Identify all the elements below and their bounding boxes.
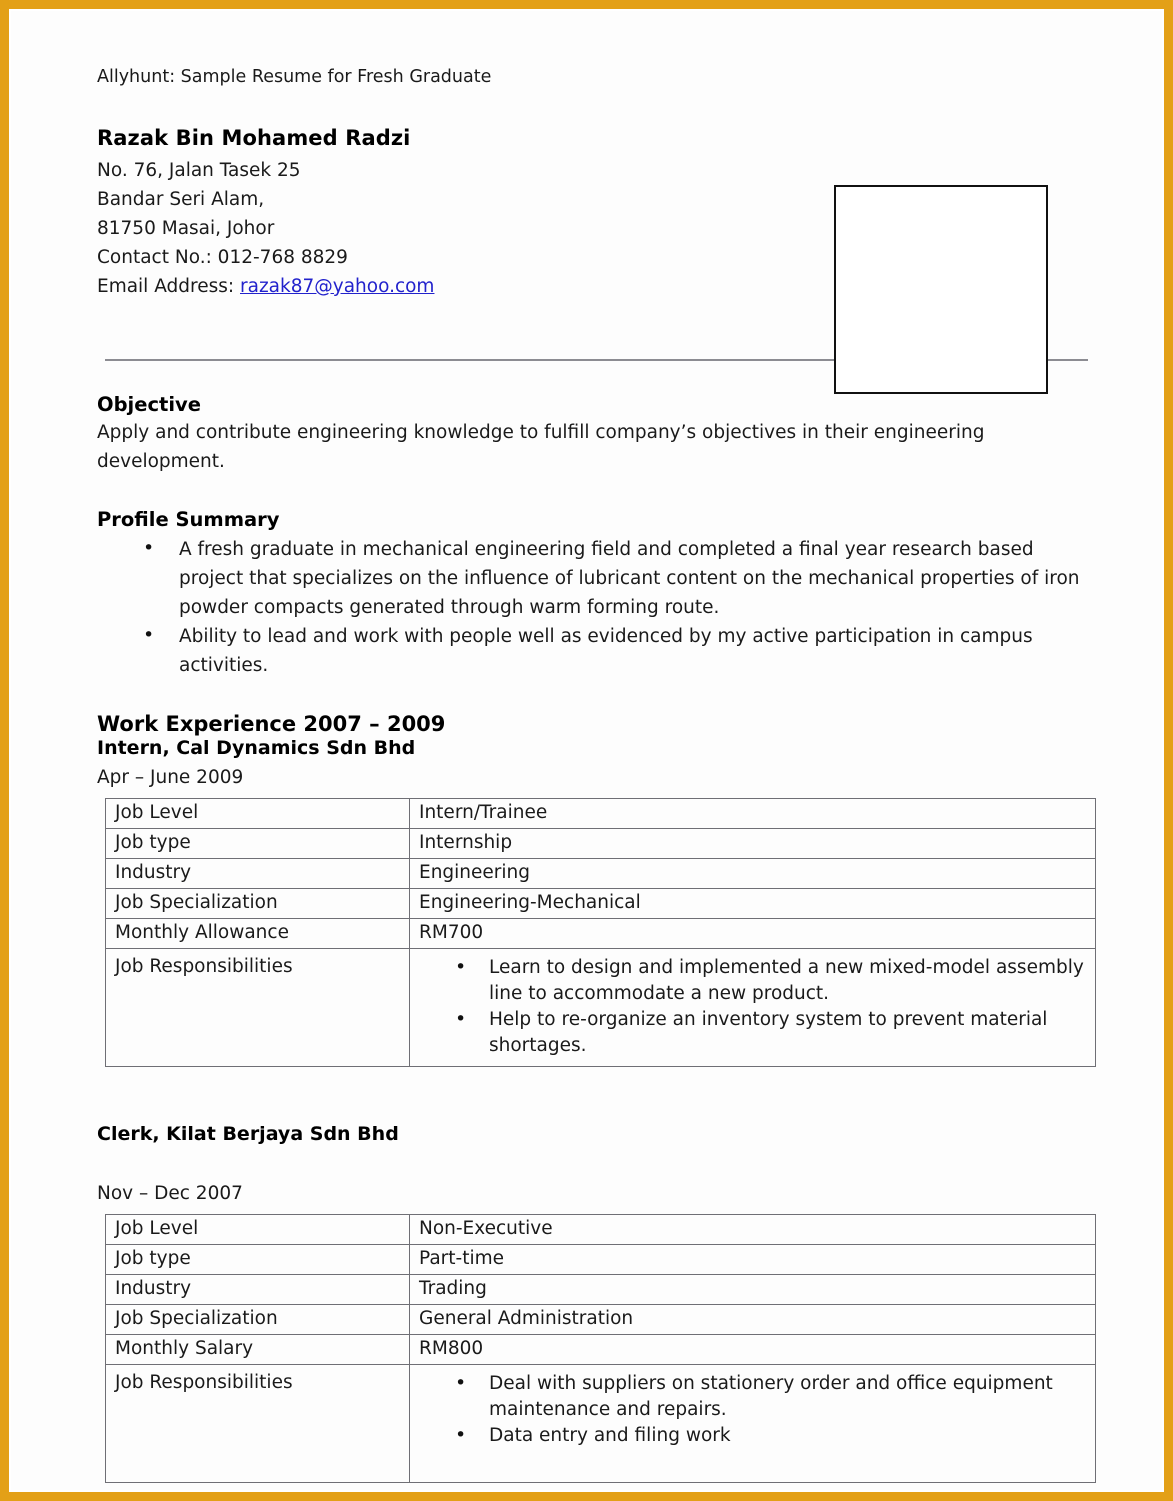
photo-placeholder-box [834,185,1048,394]
work-experience-section [97,712,1088,1483]
row-label: Job Responsibilities [106,949,410,1067]
table-row-responsibilities [106,1365,1096,1483]
contact-number: Contact No.: 012-768 8829 [97,247,348,268]
profile-summary-section [97,508,1088,680]
page-sheet [9,9,1164,1492]
row-label: Job Responsibilities [106,1365,410,1483]
row-value: Intern/Trainee [410,799,1096,829]
candidate-name: Razak Bin Mohamed Radzi [97,126,411,150]
row-value [410,1365,1096,1483]
row-value: Internship [410,829,1096,859]
row-value: RM800 [410,1335,1096,1365]
row-label: Monthly Allowance [106,919,410,949]
objective-text: Apply and contribute engineering knowledge to fulfill company’s objectives in their engineering development. [97,422,985,472]
table-row [106,889,1096,919]
job-dates: Nov – Dec 2007 [97,1183,243,1204]
table-row [106,1215,1096,1245]
table-row [106,1275,1096,1305]
list-item: • Ability to lead and work with people well as evidenced by my active participation in campus activities. [97,622,1088,680]
address-line-3: 81750 Masai, Johor [97,218,275,239]
profile-summary-title: Profile Summary [97,508,280,531]
job-title: Intern, Cal Dynamics Sdn Bhd [97,737,416,759]
row-label: Job type [106,1245,410,1275]
job-spacer [97,1145,1088,1175]
row-value: Non-Executive [410,1215,1096,1245]
address-line-1: No. 76, Jalan Tasek 25 [97,160,301,181]
list-item: • Help to re-organize an inventory system to prevent material shortages. [419,1007,1095,1059]
objective-section [97,393,1088,476]
row-value: Part-time [410,1245,1096,1275]
email-link[interactable]: razak87@yahoo.com [240,276,435,297]
table-row-responsibilities [106,949,1096,1067]
row-label: Monthly Salary [106,1335,410,1365]
row-label: Job Level [106,799,410,829]
document-content [97,67,1088,1483]
row-label: Job Specialization [106,1305,410,1335]
row-value: Engineering-Mechanical [410,889,1096,919]
table-row [106,859,1096,889]
list-item: • Deal with suppliers on stationery order and office equipment maintenance and repairs. [419,1371,1095,1423]
table-row [106,1335,1096,1365]
work-experience-title: Work Experience 2007 – 2009 [97,712,446,736]
job-entry-2 [97,1123,1088,1483]
job-details-table [105,798,1096,1067]
list-item: • A fresh graduate in mechanical engineering field and completed a final year research based project that specializes on the influence of lubricant content on the mechanical properties of iron powder compacts generated through warm forming route. [97,535,1088,622]
profile-summary-list [97,535,1088,680]
email-row [97,272,717,301]
row-label: Job Specialization [106,889,410,919]
contact-block [97,126,717,301]
table-row [106,799,1096,829]
row-label: Job type [106,829,410,859]
job-title: Clerk, Kilat Berjaya Sdn Bhd [97,1123,399,1145]
table-row [106,1245,1096,1275]
row-value: Engineering [410,859,1096,889]
job-dates: Apr – June 2009 [97,767,244,788]
address-line-2: Bandar Seri Alam, [97,189,265,210]
responsibility-list [419,955,1095,1059]
job-entry-1 [97,737,1088,1067]
section-spacer [97,1067,1088,1123]
objective-title: Objective [97,393,201,416]
row-value: General Administration [410,1305,1096,1335]
table-row [106,829,1096,859]
row-value: RM700 [410,919,1096,949]
row-value [410,949,1096,1067]
list-item: • Data entry and filing work [419,1423,1095,1449]
table-row [106,919,1096,949]
responsibility-list [419,1371,1095,1449]
list-item: • Learn to design and implemented a new mixed-model assembly line to accommodate a new product. [419,955,1095,1007]
job-details-table [105,1214,1096,1483]
row-label: Industry [106,859,410,889]
row-value: Trading [410,1275,1096,1305]
table-row [106,1305,1096,1335]
row-label: Industry [106,1275,410,1305]
document-caption: Allyhunt: Sample Resume for Fresh Graduate [97,67,492,87]
resume-header [97,126,1088,341]
row-label: Job Level [106,1215,410,1245]
email-label: Email Address: [97,276,240,297]
